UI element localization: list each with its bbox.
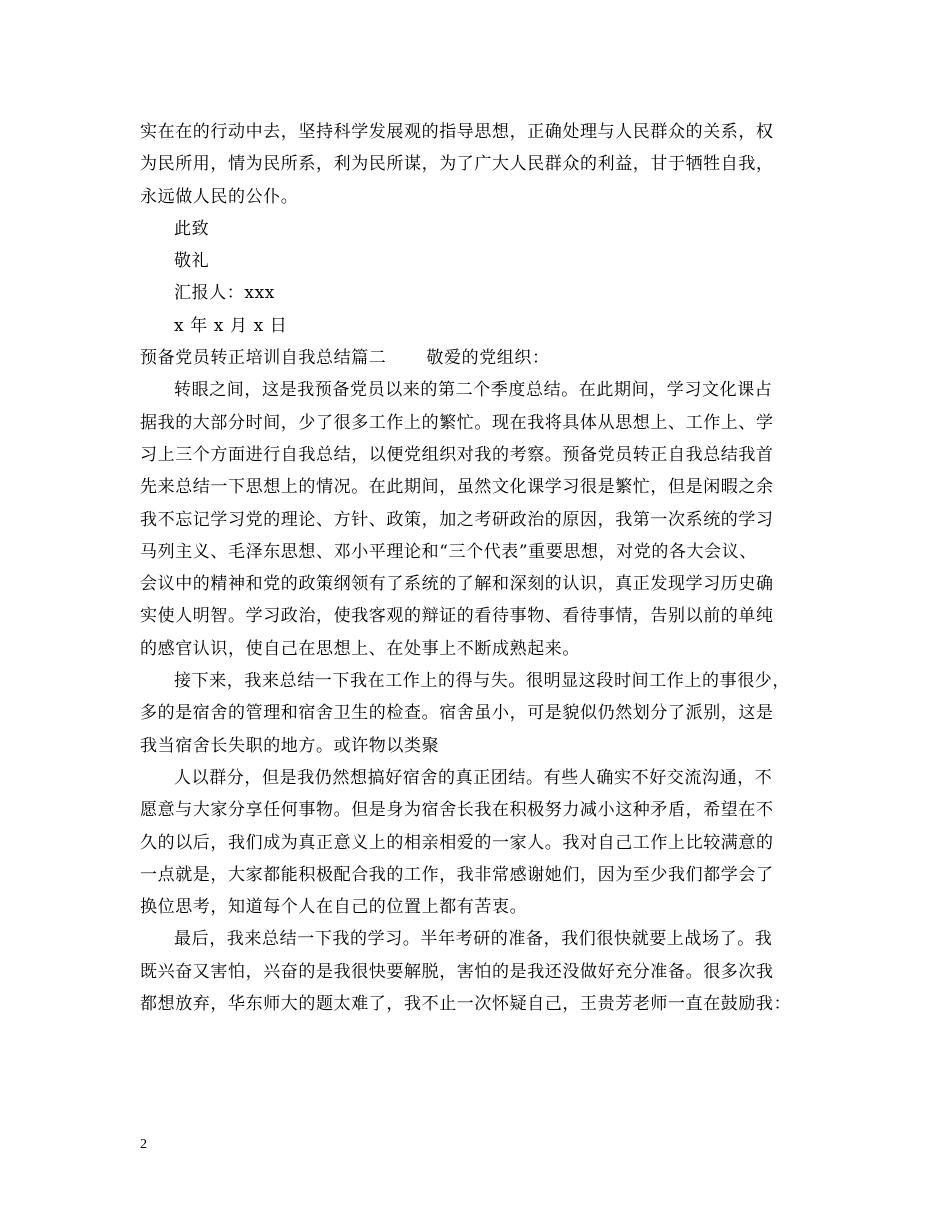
text-line: 人以群分，但是我仍然想搞好宿舍的真正团结。有些人确实不好交流沟通，不 xyxy=(174,767,773,788)
text-line: 接下来，我来总结一下我在工作上的得与失。很明显这段时间工作上的事很少， xyxy=(174,671,790,692)
section-heading xyxy=(140,342,830,374)
body-text xyxy=(140,116,830,1020)
text-line: 久的以后，我们成为真正意义上的相亲相爱的一家人。我对自己工作上比较满意的 xyxy=(140,832,774,853)
reporter-line: 汇报人：xxx xyxy=(174,283,275,304)
date-line: x 年 x 月 x 日 xyxy=(174,315,288,336)
text-line: 一点就是，大家都能积极配合我的工作，我非常感谢她们，因为至少我们都学会了 xyxy=(140,864,774,885)
text-line: 最后，我来总结一下我的学习。半年考研的准备，我们很快就要上战场了。我 xyxy=(174,929,773,950)
text-line: 马列主义、毛泽东思想、邓小平理论和“三个代表”重要思想，对党的各大会议、 xyxy=(140,541,757,562)
salutation-line: 敬礼 xyxy=(174,251,210,272)
text-line: 愿意与大家分享任何事物。但是身为宿舍长我在积极努力减小这种矛盾，希望在不 xyxy=(140,800,774,821)
text-line: 习上三个方面进行自我总结，以便党组织对我的考察。预备党员转正自我总结我首 xyxy=(140,444,774,465)
section-title: 预备党员转正培训自我总结篇二 xyxy=(140,348,387,369)
salutation-line: 此致 xyxy=(174,218,210,239)
text-line: 的感官认识，使自己在思想上、在处事上不断成熟起来。 xyxy=(140,638,580,659)
text-line: 既兴奋又害怕，兴奋的是我很快要解脱，害怕的是我还没做好充分准备。很多次我 xyxy=(140,961,774,982)
page-number: 2 xyxy=(140,1137,147,1152)
text-line: 实使人明智。学习政治，使我客观的辩证的看待事物、看待事情，告别以前的单纯 xyxy=(140,606,774,627)
text-line: 转眼之间，这是我预备党员以来的第二个季度总结。在此期间，学习文化课占 xyxy=(174,380,773,401)
text-line: 我当宿舍长失职的地方。或许物以类聚 xyxy=(140,735,440,756)
text-line: 多的是宿舍的管理和宿舍卫生的检查。宿舍虽小，可是貌似仍然划分了派别，这是 xyxy=(140,703,774,724)
text-line: 永远做人民的公仆。 xyxy=(140,186,299,207)
text-line: 为民所用，情为民所系，利为民所谋，为了广大人民群众的利益，甘于牺牲自我， xyxy=(140,154,774,175)
text-line: 都想放弃，华东师大的题太难了，我不止一次怀疑自己，王贵芳老师一直在鼓励我： xyxy=(140,994,792,1015)
text-line: 会议中的精神和党的政策纲领有了系统的了解和深刻的认识，真正发现学习历史确 xyxy=(140,574,774,595)
greeting: 敬爱的党组织： xyxy=(426,348,550,369)
text-line: 换位思考，知道每个人在自己的位置上都有苦衷。 xyxy=(140,897,528,918)
text-line: 实在在的行动中去，坚持科学发展观的指导思想，正确处理与人民群众的关系，权 xyxy=(140,122,774,142)
text-line: 先来总结一下思想上的情况。在此期间，虽然文化课学习很是繁忙，但是闲暇之余 xyxy=(140,477,774,498)
text-line: 据我的大部分时间，少了很多工作上的繁忙。现在我将具体从思想上、工作上、学 xyxy=(140,412,774,433)
text-line: 我不忘记学习党的理论、方针、政策，加之考研政治的原因，我第一次系统的学习 xyxy=(140,509,774,530)
